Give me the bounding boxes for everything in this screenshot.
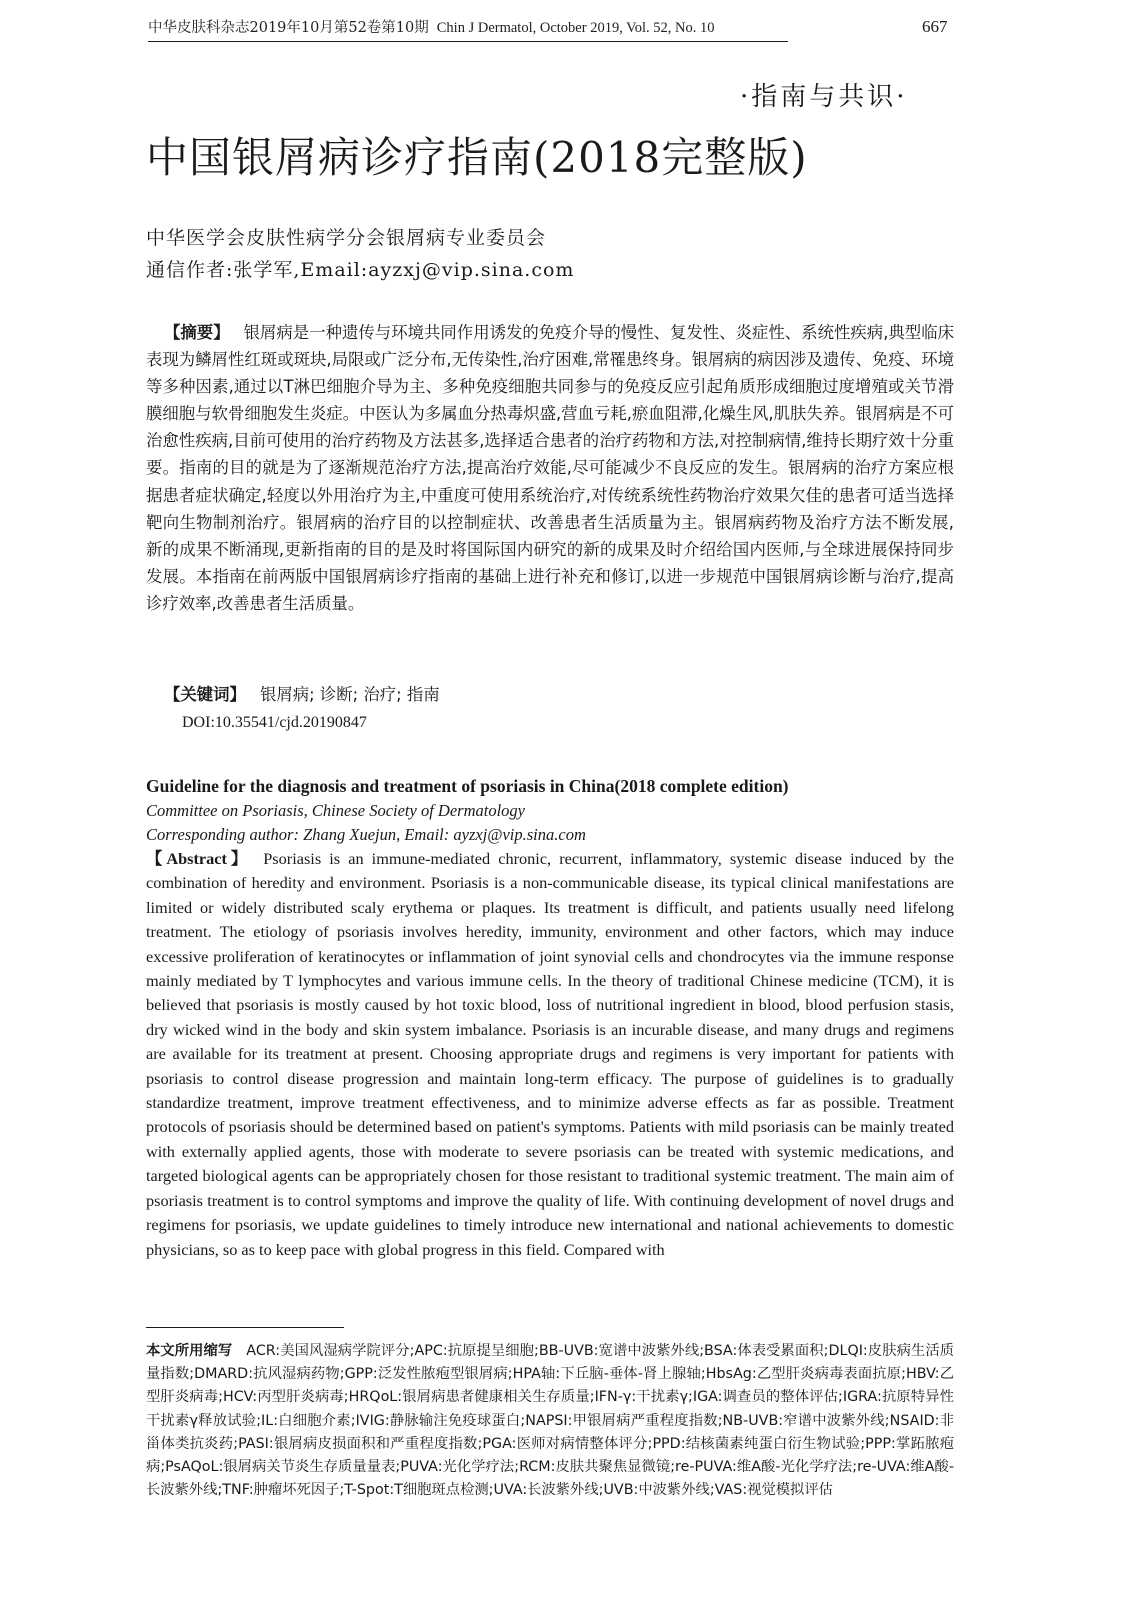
correspondence-line: 通信作者:张学军,Email:ayzxj@vip.sina.com [146,259,575,281]
english-title [146,773,789,799]
running-head [148,18,788,42]
chinese-abstract-label: 【摘要】 [164,323,230,342]
english-title-edition: (2018 complete edition) [614,776,789,796]
column-label: ·指南与共识· [740,82,908,112]
english-title-main: Guideline for the diagnosis and treatment of psoriasis in China [146,776,615,796]
chinese-abstract [146,319,954,617]
abbreviations-text: ACR:美国风湿病学院评分;APC:抗原提呈细胞;BB-UVB:宽谱中波紫外线;BSA:体表受累面积;DLQI:皮肤病生活质量指数;DMARD:抗风湿病药物;GPP:泛发性脓疱型银屑病;HPA轴:下丘脑-垂体-肾上腺轴;HbsAg:乙型肝炎病毒表面抗原;HBV:乙型肝炎病毒;HCV:丙型肝炎病毒;HRQoL:银屑病患者健康相关生存质量;IFN-γ:干扰素γ;IGA:调查员的整体评估;IGRA:抗原特异性干扰素γ释放试验;IL:白细胞介素;IVIG:静脉输注免疫球蛋白;NAPSI:甲银屑病严重程度指数;NB-UVB:窄谱中波紫外线;NSAID:非甾体类抗炎药;PASI:银屑病皮损面积和严重程度指数;PGA:医师对病情整体评分;PPD:结核菌素纯蛋白衍生物试验;PPP:掌跖脓疱病;PsAQoL:银屑病关节炎生存质量量表;PUVA:光化学疗法;RCM:皮肤共聚焦显微镜;re-PUVA:维A酸-光化学疗法;re-UVA:维A酸-长波紫外线;TNF:肿瘤坏死因子;T-Spot:T细胞斑点检测;UVA:长波紫外线;UVB:中波紫外线;VAS:视觉模拟评估 [146,1343,955,1499]
running-head-cn: 中华皮肤科杂志2019年10月第52卷第10期 [148,20,429,36]
page-number: 667 [922,17,948,36]
english-abstract-text: Psoriasis is an immune-mediated chronic, recurrent, inflammatory, systemic disease induced by the combination of heredity and environment. Psoriasis is a non-communicable disease, its typical clinical manifestations are limited or widely distributed scaly erythema or plaques. Its treatment is difficult, and patients usually need lifelong treatment. The etiology of psoriasis involves heredity, immunity, environment and other factors, which may induce excessive proliferation of keratinocytes or inflammation of joint synovial cells and chondrocytes via the immune response mainly mediated by T lymphocytes and various immune cells. In the theory of traditional Chinese medicine (TCM), it is believed that psoriasis is mostly caused by hot toxic blood, loss of nutritional ingredient in blood, blood perfusion stasis, dry wicked wind in the body and skin system imbalance. Psoriasis is an incurable disease, and many drugs and regimens are available for its treatment at present. Choosing appropriate drugs and regimens is very important for patients with psoriasis to control disease progression and maintain long-term efficacy. The purpose of guidelines is to gradually standardize treatment, improve treatment effectiveness, and to minimize adverse effects as far as possible. Treatment protocols of psoriasis should be determined based on patient's symptoms. Patients with mild psoriasis can be mainly treated with externally applied agents, those with moderate to severe psoriasis can be treated with systemic medications, and targeted biological agents can be appropriately chosen for those resistant to traditional systemic treatment. The main aim of psoriasis treatment is to control symptoms and improve the quality of life. With continuing development of novel drugs and regimens for psoriasis, we update guidelines to timely introduce new international and national achievements to domestic physicians, so as to keep pace with global progress in this field. Compared with [146,849,954,1259]
abbreviations-footnote [146,1340,954,1502]
running-head-en: Chin J Dermatol, October 2019, Vol. 52, No. 10 [436,20,715,36]
chinese-abstract-text: 银屑病是一种遗传与环境共同作用诱发的免疫介导的慢性、复发性、炎症性、系统性疾病,典型临床表现为鳞屑性红斑或斑块,局限或广泛分布,无传染性,治疗困难,常罹患终身。银屑病的病因涉及遗传、免疫、环境等多种因素,通过以T淋巴细胞介导为主、多种免疫细胞共同参与的免疫反应引起角质形成细胞过度增殖或关节滑膜细胞与软骨细胞发生炎症。中医认为多属血分热毒炽盛,营血亏耗,瘀血阻滞,化燥生风,肌肤失养。银屑病是不可治愈性疾病,目前可使用的治疗药物及方法甚多,选择适合患者的治疗药物和方法,对控制病情,维持长期疗效十分重要。指南的目的就是为了逐渐规范治疗方法,提高治疗效能,尽可能减少不良反应的发生。银屑病的治疗方案应根据患者症状确定,轻度以外用治疗为主,中重度可使用系统治疗,对传统系统性药物治疗效果欠佳的患者可适当选择靶向生物制剂治疗。银屑病的治疗目的以控制症状、改善患者生活质量为主。银屑病药物及治疗方法不断发展,新的成果不断涌现,更新指南的目的是及时将国际国内研究的新的成果及时介绍给国内医师,与全球进展保持同步发展。本指南在前两版中国银屑病诊疗指南的基础上进行补充和修订,以进一步规范中国银屑病诊断与治疗,提高诊疗效率,改善患者生活质量。 [146,323,954,613]
english-abstract [146,847,954,1262]
article-title: 中国银屑病诊疗指南(2018完整版) [146,133,808,182]
chinese-keywords-label: 【关键词】 [164,685,246,704]
chinese-keywords [164,681,440,708]
abbreviations-label: 本文所用缩写 [146,1343,233,1359]
english-abstract-label: 【Abstract】 [146,849,252,868]
chinese-keywords-text: 银屑病; 诊断; 治疗; 指南 [259,685,440,704]
author-committee: 中华医学会皮肤性病学分会银屑病专业委员会 [146,227,547,249]
english-committee: Committee on Psoriasis, Chinese Society of Dermatology [146,801,525,820]
doi: DOI:10.35541/cjd.20190847 [182,714,367,731]
footnote-divider [146,1327,344,1328]
english-corresponding-author: Corresponding author: Zhang Xuejun, Email: ayzxj@vip.sina.com [146,825,586,844]
